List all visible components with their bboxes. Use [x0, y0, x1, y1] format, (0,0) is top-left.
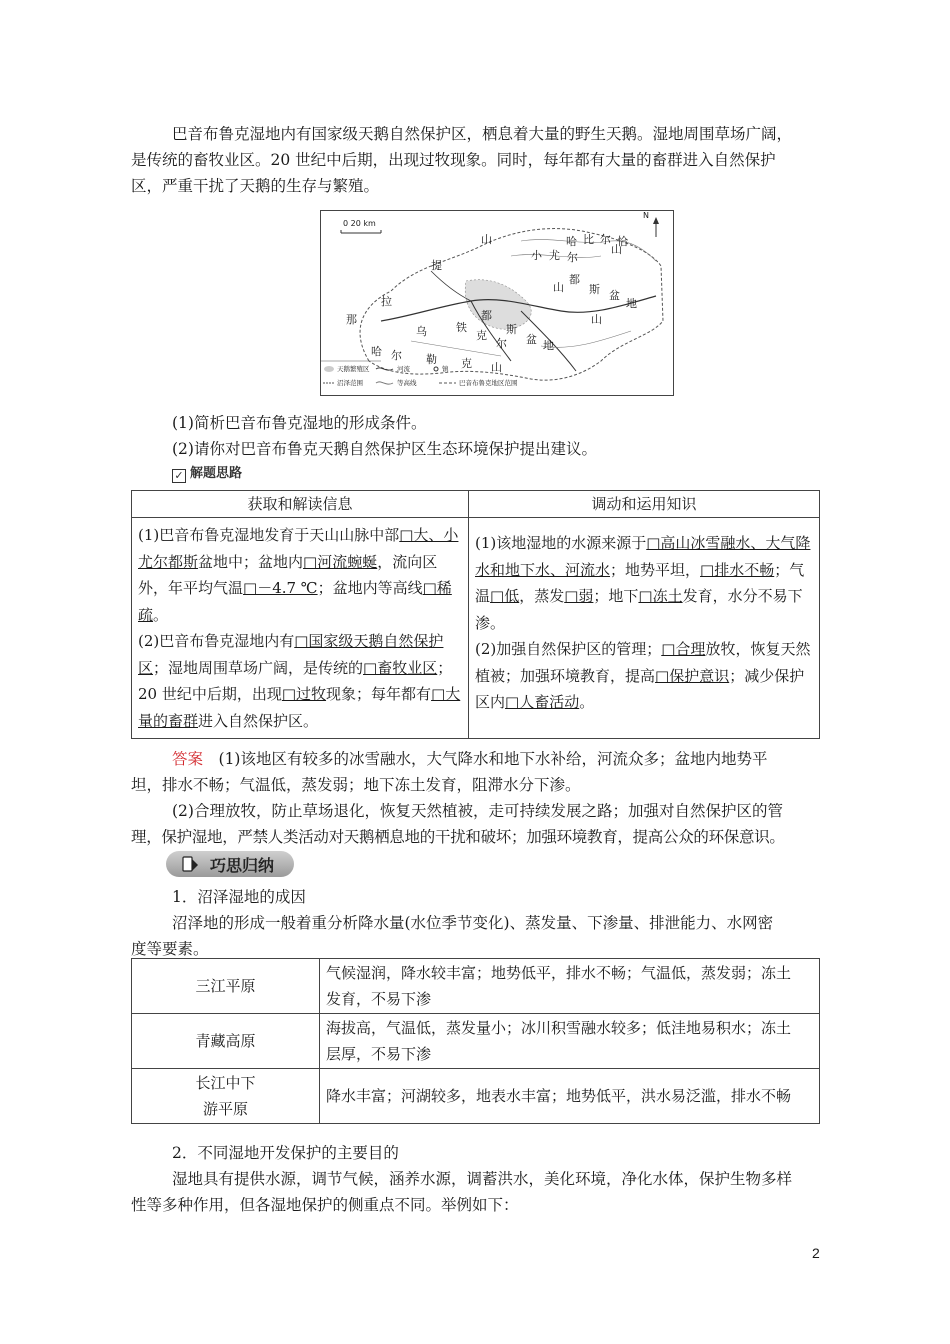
cell-text: 进入自然保护区。: [198, 711, 319, 730]
cell-text: 气候湿润，降水较丰富；地势低平，排水不畅；气温低，蒸发弱；冻土: [326, 964, 792, 982]
table-header: 获取和解读信息: [132, 491, 469, 518]
map-label: 地: [626, 297, 637, 310]
map-label: 都: [481, 309, 492, 322]
solution-thinking-text: 解题思路: [190, 466, 243, 481]
cell-text: 流向区外，年平均气温: [138, 552, 438, 597]
cell-text: 游平原: [202, 1100, 248, 1118]
cell-text: 放牧，恢复天然植被；加强环境教育，提高: [475, 640, 811, 685]
section-2-heading: 2．不同湿地开发保护的主要目的: [172, 1144, 399, 1162]
map-label: 山: [491, 361, 502, 374]
cell-text: 层厚，不易下渗: [326, 1045, 432, 1063]
legend-label: 河流: [397, 365, 410, 373]
legend-label: 天鹅繁殖区: [337, 365, 370, 373]
answer-line-4: 理，保护湿地，严禁人类活动对天鹅栖息地的干扰和破坏；加强环境教育，提高公众的环保意识。: [131, 828, 785, 846]
map-label: 哈: [371, 345, 382, 358]
legend-label: 镇: [442, 365, 449, 373]
cell-text: 现象；每年都有: [326, 685, 432, 703]
map-label: 尔: [496, 337, 507, 350]
legend-contour-swatch: [376, 382, 393, 384]
map-label: 拉: [381, 295, 392, 308]
map-north-label: N: [643, 211, 649, 220]
cell-text: ；地势平坦，: [610, 560, 701, 579]
map-label: 尔: [391, 349, 402, 362]
analysis-table: [131, 490, 820, 739]
map-label: 铁: [456, 321, 467, 334]
cell-text: ；气温: [475, 560, 805, 605]
map-label: 山: [553, 281, 564, 294]
answer-line-1: [172, 746, 767, 772]
legend-river-swatch: [376, 368, 393, 370]
cell-text: ；20 世纪中后期，出现: [138, 658, 453, 703]
blank-answer: □弱: [564, 587, 594, 605]
table-row: [132, 959, 820, 1014]
map-label: 小: [531, 249, 542, 262]
blank-answer: □低: [490, 587, 520, 605]
cell-text: ；地下: [593, 587, 639, 605]
section-2-text-2: 性等多种作用，但各湿地保护的侧重点不同。举例如下：: [131, 1196, 519, 1214]
map-label: 比: [583, 233, 594, 246]
cell-text: 盆地中；盆地内: [198, 552, 304, 571]
cell-text: (2)加强自然保护区的管理；: [475, 640, 662, 658]
map-label: 盆: [526, 333, 537, 346]
cause-cell: 降水丰富；河湖较多，地表水丰富；地势低平，洪水易泛滥，排水不畅: [320, 1069, 820, 1124]
cause-cell: [320, 959, 820, 1014]
blank-answer: □国家级天鹅自然保护区: [138, 632, 444, 677]
map-label: 地: [543, 339, 554, 352]
region-cell: 青藏高原: [132, 1014, 320, 1069]
section-1-text-2: 度等要素。: [131, 940, 209, 958]
answer-label: 答案: [172, 750, 204, 768]
map-label: 克: [461, 357, 472, 370]
legend-swan-area-swatch: [324, 366, 334, 372]
cause-cell: [320, 1014, 820, 1069]
map-label: 勒: [426, 353, 437, 366]
cell-text: ，: [377, 552, 393, 571]
checkbox-icon: ✓: [172, 469, 186, 483]
cell-text: 发育，不易下渗: [326, 990, 432, 1008]
info-cell: [132, 518, 469, 739]
map-scale-label: 0 20 km: [343, 219, 376, 228]
cell-text: 海拔高，气温低，蒸发量小；冰川积雪融水较多；低洼地易积水；冻土: [326, 1019, 792, 1037]
legend-town-swatch: [434, 367, 438, 371]
cell-text: 长江中下: [195, 1074, 256, 1092]
map-label: 尔: [567, 251, 578, 264]
intro-line-3: 区，严重干扰了天鹅的生存与繁殖。: [131, 177, 380, 195]
legend-label: 等高线: [397, 379, 417, 387]
map-label: 盆: [609, 289, 620, 302]
blank-answer: □－4.7 ℃: [243, 579, 318, 597]
blank-answer: □稀疏: [138, 579, 452, 624]
answer-line-2: 坦，排水不畅；气温低，蒸发弱；地下冻土发育，阻滞水分下渗。: [131, 776, 581, 794]
map-label: 恰: [617, 235, 628, 248]
map-label: 乌: [416, 325, 427, 338]
cell-text: 。: [579, 693, 595, 711]
wetland-causes-table: [131, 958, 820, 1124]
cell-text: (2)巴音布鲁克湿地内有: [138, 632, 295, 650]
legend-label: 沼泽范围: [337, 379, 363, 387]
blank-answer: □排水不畅: [700, 560, 775, 579]
cell-text: ；湿地周围草场广阔，是传统的: [153, 658, 364, 677]
region-cell: 三江平原: [132, 959, 320, 1014]
blank-answer: □大量的畜群: [138, 685, 461, 730]
map-label: 斯: [589, 283, 600, 296]
blank-answer: □高山冰雪融水、大气降水和地下水、河流水: [475, 534, 811, 579]
blank-answer: □合理: [661, 640, 706, 658]
section-1-heading: 1．沼泽湿地的成因: [172, 888, 306, 906]
page-number: 2: [812, 1245, 820, 1261]
legend-label: 巴音布鲁克地区范围: [459, 379, 518, 387]
cell-text: (1)巴音布鲁克湿地发育于天山山脉中部: [138, 526, 400, 544]
cell-text: 。: [153, 605, 169, 624]
region-cell: [132, 1069, 320, 1124]
blank-answer: □冻土: [638, 587, 683, 605]
map-label: 山: [481, 233, 492, 246]
solution-thinking-label: [172, 462, 242, 481]
map-label: 尤: [549, 249, 560, 262]
section-2-text-1: 湿地具有提供水源，调节气候，涵养水源，调蓄洪水，美化环境，净化水体，保护生物多样: [172, 1170, 793, 1188]
section-1-text-1: 沼泽地的形成一般着重分析降水量(水位季节变化)、蒸发量、下渗量、排泄能力、水网密: [172, 914, 774, 932]
blank-answer: □河流蜿蜒: [303, 552, 378, 571]
map-label: 斯: [506, 323, 517, 336]
cell-text: 高线: [392, 579, 423, 597]
map-label: 提: [431, 259, 442, 272]
map-label: 都: [569, 273, 580, 286]
summary-banner: [166, 851, 294, 877]
intro-line-1: 巴音布鲁克湿地内有国家级天鹅自然保护区，栖息着大量的野生天鹅。湿地周围草场广阔，: [172, 125, 793, 143]
answer-line-3: (2)合理放牧，防止草场退化，恢复天然植被，走可持续发展之路；加强对自然保护区的管: [172, 802, 783, 820]
map-label: 哈: [566, 235, 577, 248]
blank-answer: □过牧: [281, 685, 327, 703]
intro-line-2: 是传统的畜牧业区。20 世纪中后期，出现过牧现象。同时，每年都有大量的畜群进入自然保护: [131, 151, 776, 169]
cell-text: ；盆地内等: [317, 579, 393, 597]
basin-map-figure: [320, 210, 674, 396]
cell-text: (1)该地湿地的水源来源于: [475, 534, 647, 552]
cell-text: 发育，水分不易下渗。: [475, 587, 803, 632]
map-label: 那: [346, 313, 357, 326]
blank-answer: □大、小尤尔都斯: [138, 526, 459, 571]
map-label: 山: [591, 313, 602, 326]
blank-answer: □人畜活动: [505, 693, 580, 711]
answer-text: (1)该地区有较多的冰雪融水，大气降水和地下水补给，河流众多；盆地内地势平: [203, 750, 768, 768]
map-label: 山: [611, 243, 622, 256]
cell-text: ，蒸发: [519, 587, 565, 605]
table-row: [132, 1069, 820, 1124]
knowledge-cell: [469, 518, 820, 739]
summary-title: 巧思归纳: [210, 856, 275, 875]
blank-answer: □保护意识: [655, 666, 730, 685]
question-2: (2)请你对巴音布鲁克天鹅自然保护区生态环境保护提出建议。: [172, 440, 597, 458]
map-label: 克: [476, 329, 487, 342]
table-row: [132, 1014, 820, 1069]
table-header: 调动和运用知识: [469, 491, 820, 518]
cell-text: ；减少保护区内: [475, 666, 805, 711]
blank-answer: □畜牧业区: [363, 658, 438, 677]
pencil-icon: [180, 855, 202, 873]
question-1: (1)简析巴音布鲁克湿地的形成条件。: [172, 414, 427, 432]
map-label: 尔: [600, 233, 611, 246]
